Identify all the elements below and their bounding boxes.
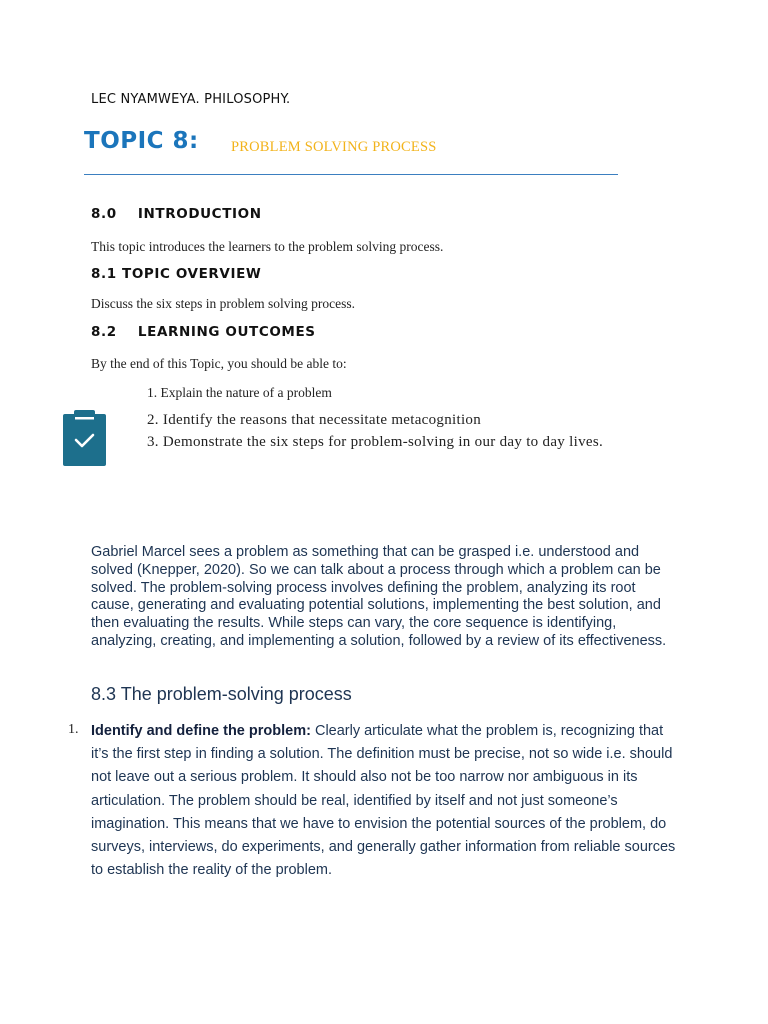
outcome-item [147,385,332,401]
intro-paragraph: Gabriel Marcel sees a problem as something that can be grasped i.e. understood and solved (Knepper, 2020). So we can talk about a process through which a problem can be solved. The problem-solving process involves defining the problem, analyzing its root cause, generating and evaluating potential solutions, implementing the best solution, and then evaluating the results. While steps can vary, the core sequence is identifying, analyzing, creating, and implementing a solution, followed by a review of its effectiveness. [91,544,667,649]
outcome-number: 2. [147,412,159,428]
step-number: 1. [68,722,79,737]
outcomes-heading: 8.2 LEARNING OUTCOMES [91,324,316,340]
process-heading: 8.3 The problem-solving process [91,684,352,704]
intro-text: This topic introduces the learners to the problem solving process. [91,239,444,254]
outcome-item [147,434,603,451]
step-text: Clearly articulate what the problem is, recognizing that it’s the first step in finding a solution. The definition must be precise, not so wide i.e. should not leave out a serious problem. It should also not be too narrow nor ambiguous in its articulation. The problem should be real, identified by itself and not just someone’s imagination. This means that we have to envision the potential sources of the problem, do surveys, interviews, do experiments, and generally gather information from reliable sources to establish the reality of the problem. [91,723,676,879]
process-step [91,720,683,882]
clipboard-check-icon [62,410,107,467]
intro-heading: 8.0 INTRODUCTION [91,206,262,222]
outcomes-intro: By the end of this Topic, you should be able to: [91,356,347,371]
topic-number: TOPIC 8: [84,128,199,154]
document-header: LEC NYAMWEYA. PHILOSOPHY. [91,92,291,107]
overview-text: Discuss the six steps in problem solving process. [91,296,355,311]
outcome-item [147,412,481,429]
outcome-text: Identify the reasons that necessitate metacognition [162,412,482,428]
topic-title: PROBLEM SOLVING PROCESS [231,139,437,155]
overview-heading: 8.1 TOPIC OVERVIEW [91,266,262,282]
outcome-text: Demonstrate the six steps for problem-solving in our day to day lives. [162,434,604,450]
outcome-text: Explain the nature of a problem [160,385,332,400]
outcome-number: 3. [147,434,159,450]
title-divider [84,174,618,175]
step-title: Identify and define the problem: [91,723,311,739]
outcome-number: 1. [147,385,158,400]
